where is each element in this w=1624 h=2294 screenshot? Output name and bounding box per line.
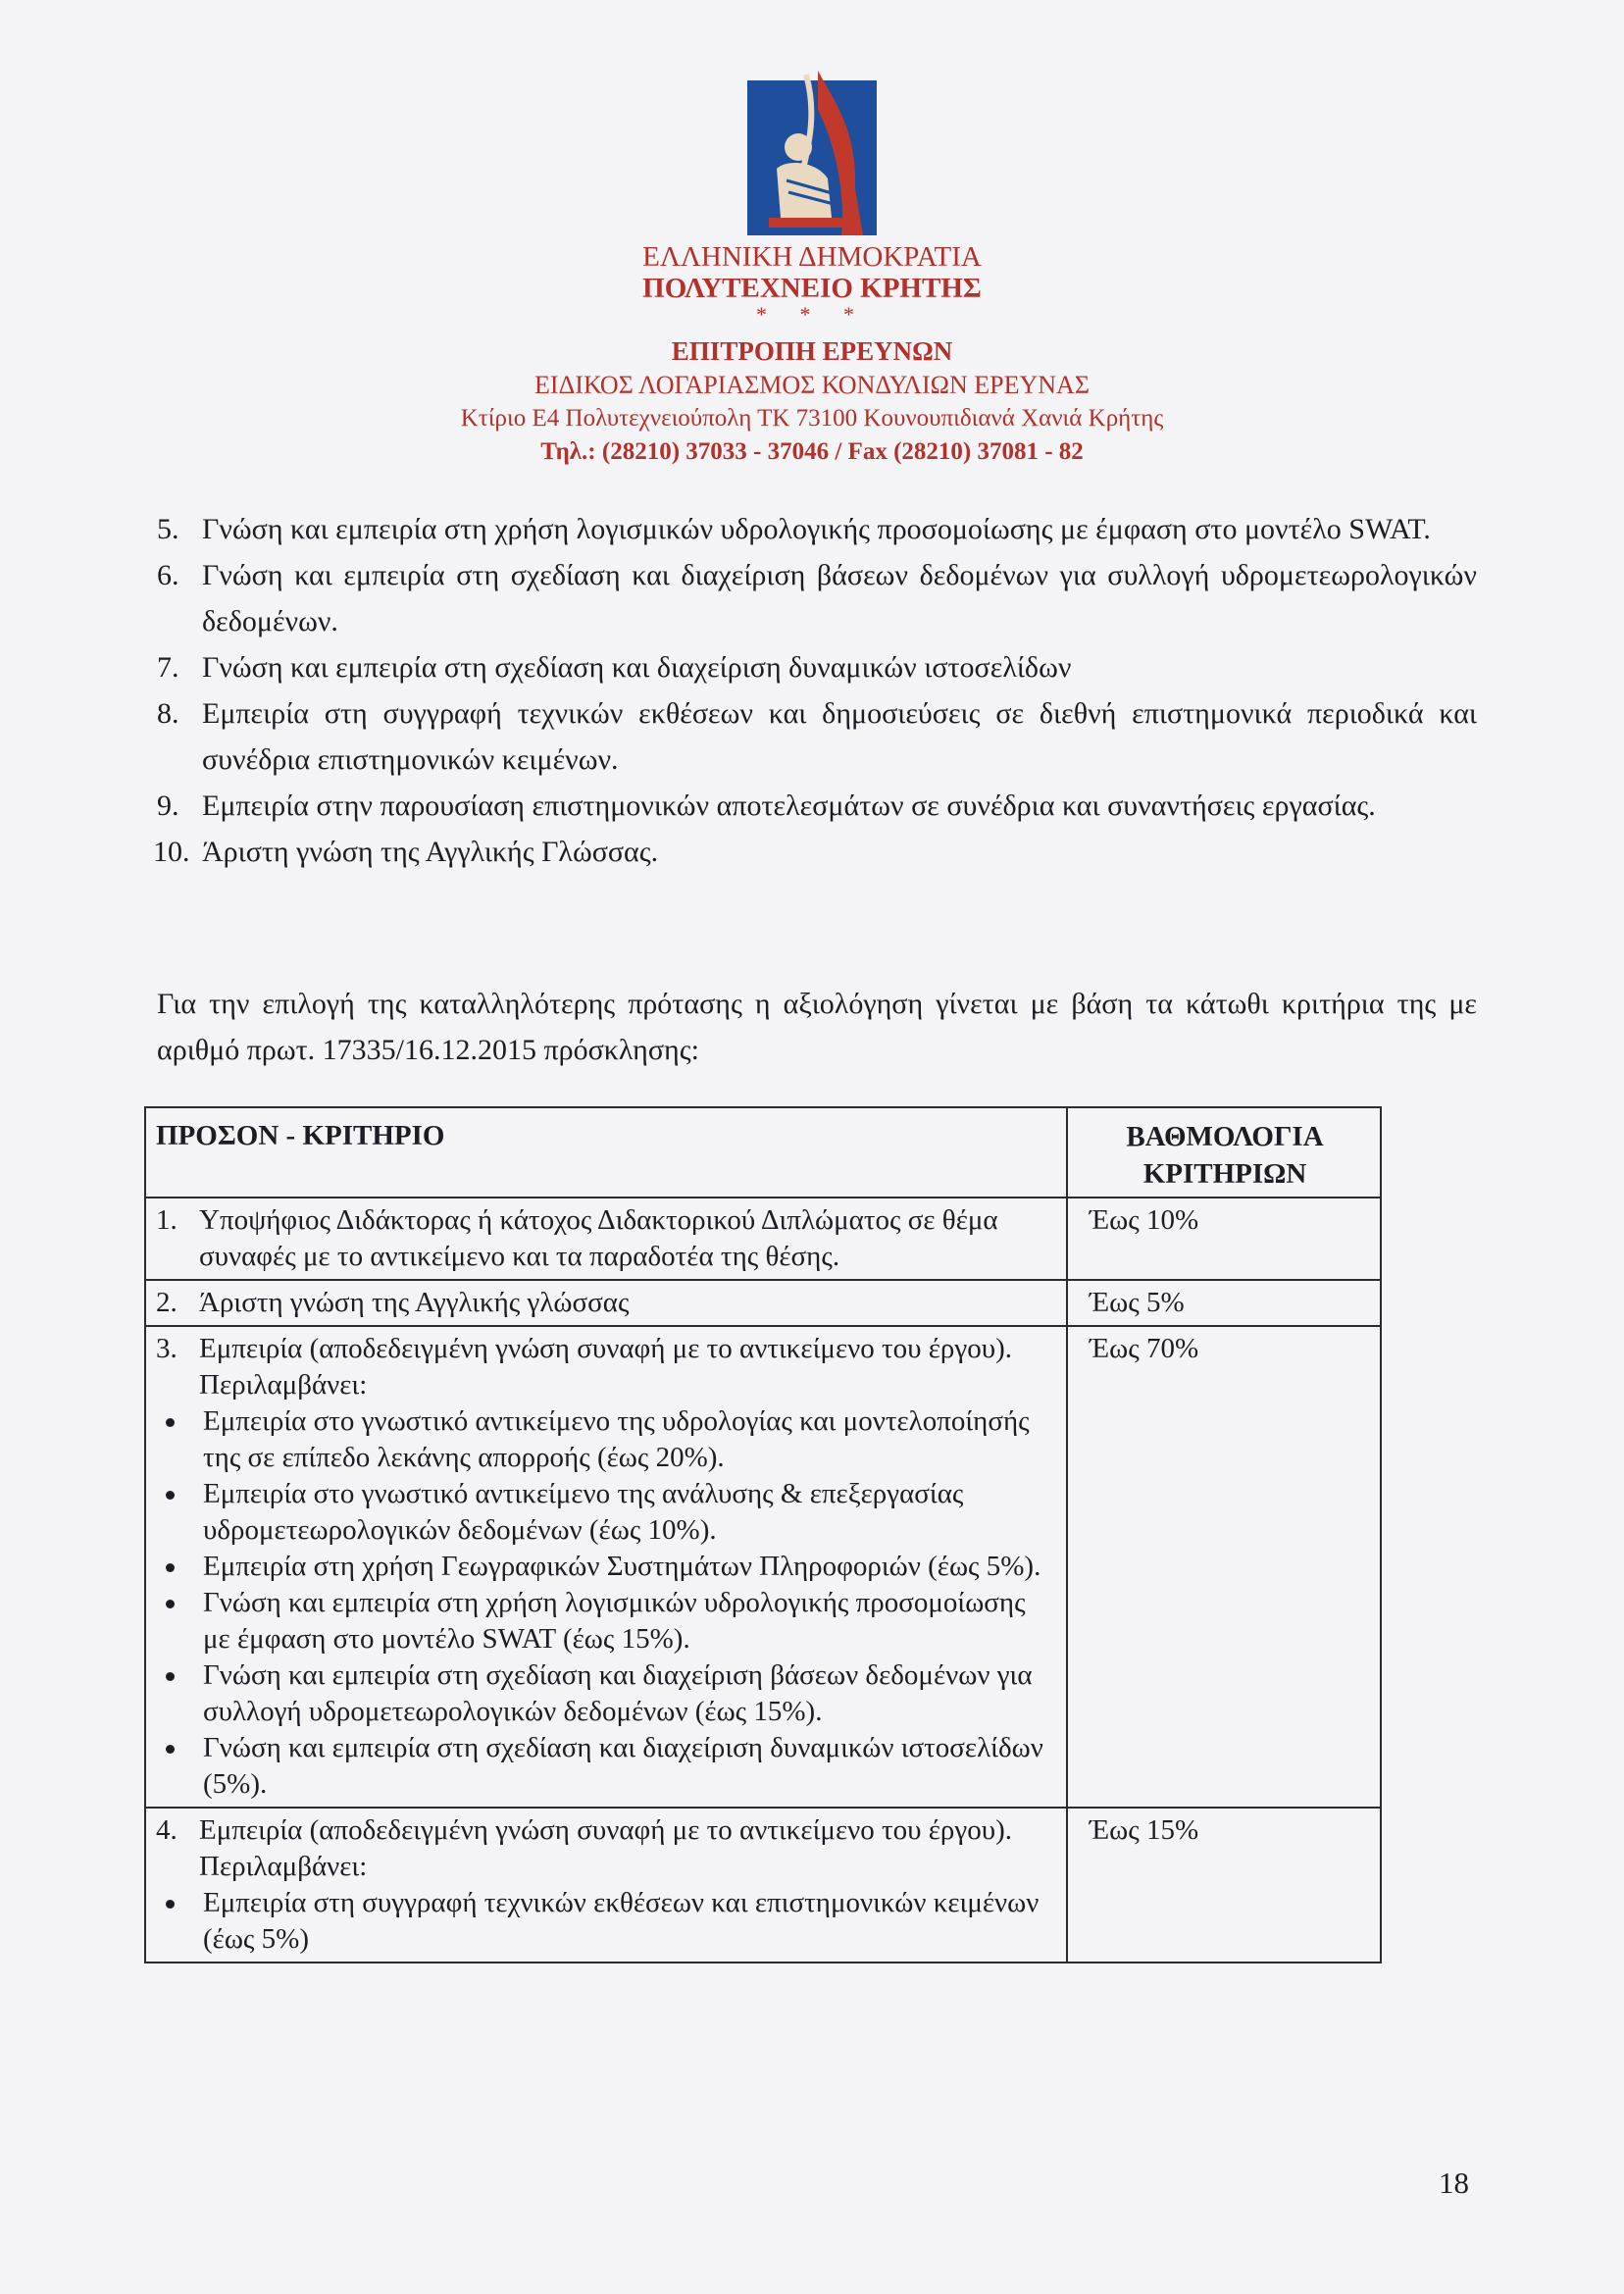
table-row	[145, 1808, 1381, 1963]
table-row	[145, 1326, 1381, 1808]
score-column-header: ΒΑΘΜΟΛΟΓΙΑ ΚΡΙΤΗΡΙΩΝ	[1067, 1107, 1381, 1198]
score-cell: Έως 5%	[1067, 1280, 1381, 1326]
list-item-number: 6.	[157, 559, 179, 591]
header-address: Κτίριο Ε4 Πολυτεχνειούπολη ΤΚ 73100 Κουνουπιδιανά Χανιά Κρήτης	[460, 405, 1164, 432]
criterion-number: 1.	[156, 1204, 178, 1236]
table-row	[145, 1198, 1381, 1280]
table-row	[145, 1280, 1381, 1326]
bullet-item: Εμπειρία στη χρήση Γεωγραφικών Συστημάτων Πληροφοριών (έως 5%).	[156, 1549, 1058, 1585]
header-committee: ΕΠΙΤΡΟΠΗ ΕΡΕΥΝΩΝ	[671, 336, 953, 366]
criterion-text: Άριστη γνώση της Αγγλικής γλώσσας	[199, 1287, 630, 1318]
criterion-cell	[145, 1280, 1067, 1326]
bullet-item: Εμπειρία στο γνωστικό αντικείμενο της ανάλυσης & επεξεργασίας υδρομετεωρολογικών δεδομένων (έως 10%).	[156, 1476, 1058, 1549]
score-cell: Έως 10%	[1067, 1198, 1381, 1280]
page-number: 18	[1439, 2166, 1469, 2200]
list-item-number: 5.	[157, 513, 179, 545]
list-item	[157, 690, 1477, 783]
list-item-text: Εμπειρία στην παρουσίαση επιστημονικών αποτελεσμάτων σε συνέδρια και συναντήσεις εργασίας.	[202, 790, 1376, 822]
list-item-text: Γνώση και εμπειρία στη χρήση λογισμικών υδρολογικής προσομοίωσης με έμφαση στο μοντέλο SWAT.	[202, 513, 1431, 545]
criterion-number: 2.	[156, 1287, 178, 1318]
bullet-item: Εμπειρία στο γνωστικό αντικείμενο της υδρολογίας και μοντελοποίησής της σε επίπεδο λεκάνης απορροής (έως 20%).	[156, 1403, 1058, 1476]
list-item-number: 10.	[153, 836, 190, 868]
bullet-item: Γνώση και εμπειρία στη χρήση λογισμικών υδρολογικής προσομοίωσης με έμφαση στο μοντέλο SWAT (έως 15%).	[156, 1585, 1058, 1657]
list-item-text: Εμπειρία στη συγγραφή τεχνικών εκθέσεων και δημοσιεύσεις σε διεθνή επιστημονικά περιοδικά και συνέδρια επιστημονικών κειμένων.	[202, 697, 1477, 776]
list-item-text: Γνώση και εμπειρία στη σχεδίαση και διαχείριση βάσεων δεδομένων για συλλογή υδρομετεωρολογικών δεδομένων.	[202, 559, 1477, 637]
criteria-table	[144, 1106, 1382, 1963]
header-phone: Τηλ.: (28210) 37033 - 37046 / Fax (28210) 37081 - 82	[540, 438, 1084, 465]
header-country: ΕΛΛΗΝΙΚΗ ΔΗΜΟΚΡΑΤΙΑ	[642, 241, 982, 273]
list-item	[153, 829, 1477, 875]
list-item-number: 9.	[157, 790, 179, 822]
intro-paragraph: Για την επιλογή της καταλληλότερης πρότασης η αξιολόγηση γίνεται με βάση τα κάτωθι κριτήρια της με αριθμό πρωτ. 17335/16.12.2015 πρόσκλησης:	[157, 988, 1477, 1066]
list-item-number: 8.	[157, 697, 179, 730]
list-item-text: Άριστη γνώση της Αγγλικής Γλώσσας.	[202, 836, 659, 868]
requirements-list	[153, 506, 1477, 875]
list-item-text: Γνώση και εμπειρία στη σχεδίαση και διαχείριση δυναμικών ιστοσελίδων	[202, 651, 1072, 684]
header-university: ΠΟΛΥΤΕΧΝΕΙΟ ΚΡΗΤΗΣ	[642, 273, 982, 304]
list-item-number: 7.	[157, 651, 179, 684]
criterion-cell	[145, 1808, 1067, 1963]
criterion-text: Υποψήφιος Διδάκτορας ή κάτοχος Διδακτορικού Διπλώματος σε θέμα συναφές με το αντικείμενο και τα παραδοτέα της θέσης.	[199, 1204, 998, 1272]
criterion-cell	[145, 1326, 1067, 1808]
list-item	[157, 783, 1477, 829]
criterion-text: Εμπειρία (αποδεδειγμένη γνώση συναφή με το αντικείμενο του έργου). Περιλαμβάνει:	[199, 1333, 1012, 1401]
list-item	[157, 644, 1477, 690]
score-cell: Έως 70%	[1067, 1326, 1381, 1808]
score-cell: Έως 15%	[1067, 1808, 1381, 1963]
header-stars: * * *	[756, 302, 868, 327]
bullet-item: Γνώση και εμπειρία στη σχεδίαση και διαχείριση δυναμικών ιστοσελίδων (5%).	[156, 1730, 1058, 1803]
bullet-item: Γνώση και εμπειρία στη σχεδίαση και διαχείριση βάσεων δεδομένων για συλλογή υδρομετεωρολογικών δεδομένων (έως 15%).	[156, 1657, 1058, 1730]
criterion-bullets	[156, 1403, 1058, 1803]
criterion-cell	[145, 1198, 1067, 1280]
bullet-item: Εμπειρία στη συγγραφή τεχνικών εκθέσεων και επιστημονικών κειμένων (έως 5%)	[156, 1885, 1058, 1958]
criterion-number: 3.	[156, 1333, 178, 1364]
criterion-number: 4.	[156, 1814, 178, 1846]
criterion-column-header: ΠΡΟΣΟΝ - ΚΡΙΤΗΡΙΟ	[145, 1107, 1067, 1198]
table-header-row	[145, 1107, 1381, 1198]
list-item	[157, 552, 1477, 644]
criterion-text: Εμπειρία (αποδεδειγμένη γνώση συναφή με το αντικείμενο του έργου). Περιλαμβάνει:	[199, 1814, 1012, 1882]
list-item	[157, 506, 1477, 552]
header-account: ΕΙΔΙΚΟΣ ΛΟΓΑΡΙΑΣΜΟΣ ΚΟΝΔΥΛΙΩΝ ΕΡΕΥΝΑΣ	[534, 371, 1090, 399]
criterion-bullets	[156, 1885, 1058, 1958]
university-seal-logo	[747, 71, 877, 235]
